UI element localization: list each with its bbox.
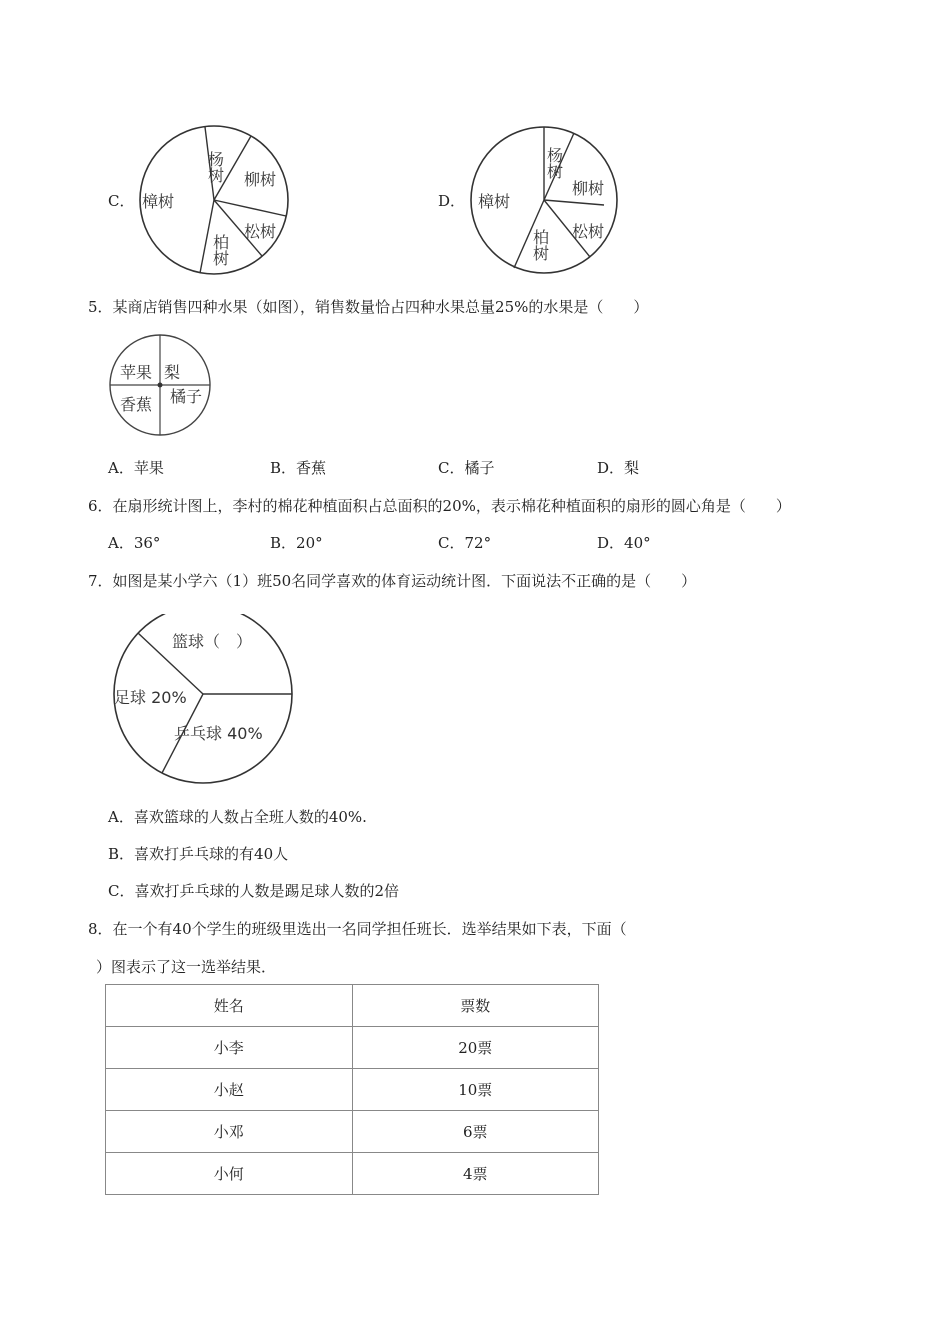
table-row <box>106 1111 599 1153</box>
label-orange: 橘子 <box>170 387 203 406</box>
cell-votes: 10票 <box>352 1069 599 1111</box>
q6-option-d[interactable]: D．40° <box>597 534 651 552</box>
label-basketball: 篮球（ ） <box>172 632 253 651</box>
label-yang: 杨树 <box>544 147 564 179</box>
label-banana: 香蕉 <box>120 395 153 414</box>
q6-option-a[interactable]: A．36° <box>108 534 161 552</box>
label-football: 足球 20% <box>114 688 187 707</box>
q7-option-c[interactable]: C．喜欢打乒乓球的人数是踢足球人数的2倍 <box>108 882 400 900</box>
cell-name: 小何 <box>106 1153 353 1195</box>
label-pear: 梨 <box>164 363 181 382</box>
cell-name: 小李 <box>106 1027 353 1069</box>
q5-option-d[interactable]: D．梨 <box>597 459 640 477</box>
label-zhang: 樟树 <box>142 192 175 211</box>
question-7-stem: 7．如图是某小学六（1）班50名同学喜欢的体育运动统计图．下面说法不正确的是（ ） <box>88 572 697 590</box>
question-5-stem: 5．某商店销售四种水果（如图），销售数量恰占四种水果总量25%的水果是（ ） <box>88 298 649 316</box>
table-row <box>106 1069 599 1111</box>
label-liu: 柳树 <box>244 170 277 189</box>
label-apple: 苹果 <box>120 363 153 382</box>
label-bai: 柏树 <box>530 229 550 261</box>
table-header-row <box>106 985 599 1027</box>
cell-name: 小赵 <box>106 1069 353 1111</box>
question-6-stem: 6．在扇形统计图上，李村的棉花种植面积占总面积的20%，表示棉花种植面积的扇形的圆心角是（ ） <box>88 497 791 515</box>
option-c-label: C． <box>108 192 135 210</box>
label-song: 松树 <box>244 222 277 241</box>
label-pingpong: 乒乓球 40% <box>174 724 263 743</box>
election-results-table <box>105 984 599 1195</box>
q5-option-b[interactable]: B．香蕉 <box>270 459 327 477</box>
q7-option-a[interactable]: A．喜欢篮球的人数占全班人数的40%. <box>108 808 367 826</box>
q6-option-b[interactable]: B．20° <box>270 534 323 552</box>
pie-chart-option-c <box>138 124 290 276</box>
pie-chart-fruits <box>108 332 214 438</box>
label-bai: 柏树 <box>210 234 230 266</box>
question-8-stem-line1: 8．在一个有40个学生的班级里选出一名同学担任班长．选举结果如下表，下面（ <box>88 920 627 938</box>
label-zhang: 樟树 <box>478 192 511 211</box>
q5-option-c[interactable]: C．橘子 <box>438 459 495 477</box>
header-votes: 票数 <box>352 985 599 1027</box>
q7-option-b[interactable]: B．喜欢打乒乓球的有40人 <box>108 845 289 863</box>
q6-option-c[interactable]: C．72° <box>438 534 492 552</box>
table-row <box>106 1153 599 1195</box>
question-8-stem-line2: ）图表示了这一选举结果． <box>96 958 277 976</box>
option-d-label: D． <box>438 192 466 210</box>
cell-votes: 20票 <box>352 1027 599 1069</box>
pie-chart-option-d <box>468 124 620 276</box>
cell-votes: 4票 <box>352 1153 599 1195</box>
label-liu: 柳树 <box>572 179 605 198</box>
cell-votes: 6票 <box>352 1111 599 1153</box>
label-yang: 杨树 <box>205 151 225 183</box>
header-name: 姓名 <box>106 985 353 1027</box>
pie-chart-sports <box>112 614 294 792</box>
table-row <box>106 1027 599 1069</box>
label-song: 松树 <box>572 222 605 241</box>
q5-option-a[interactable]: A．苹果 <box>108 459 164 477</box>
cell-name: 小邓 <box>106 1111 353 1153</box>
